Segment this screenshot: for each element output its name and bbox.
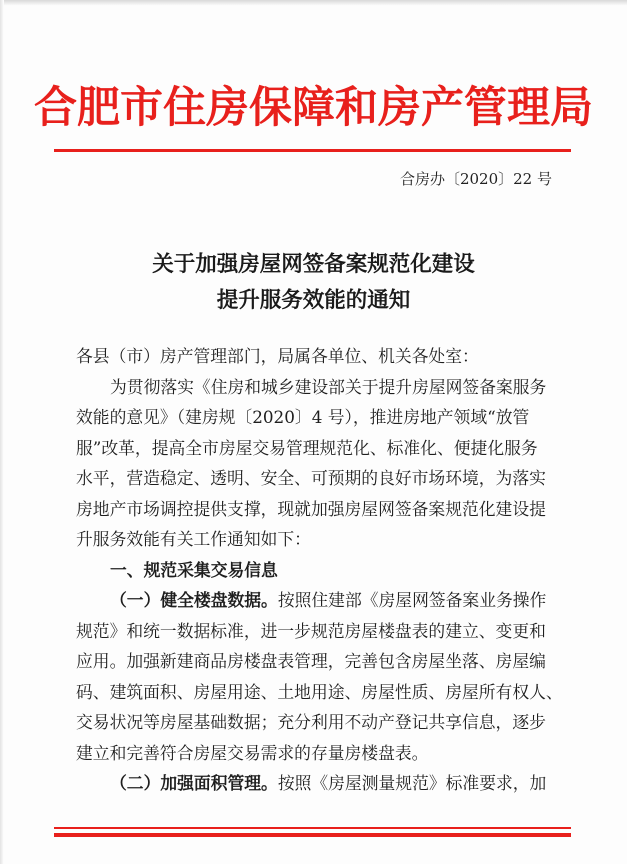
body-line: 建立和完善符合房屋交易需求的存量房楼盘表。 xyxy=(76,742,429,763)
notice-title-line-2: 提升服务效能的通知 xyxy=(216,288,411,313)
red-header-rule xyxy=(54,149,571,152)
body-line: 服”改革，提高全市房屋交易管理规范化、标准化、便捷化服务 xyxy=(76,437,538,458)
body-line: 房地产市场调控提供支撑，现就加强房屋网签备案规范化建设提 xyxy=(76,498,546,519)
org-title: 合肥市住房保障和房产管理局 xyxy=(34,83,593,133)
item-1-text: 按照住建部《房屋网签备案业务操作 xyxy=(277,590,547,610)
body-line: 交易状况等房屋基础数据；充分利用不动产登记共享信息，逐步 xyxy=(76,712,546,732)
body-line: 效能的意见》（建房规〔2020〕4 号），推进房地产领域“放管 xyxy=(76,407,530,427)
scan-edge-top xyxy=(0,0,627,6)
section-heading: 一、规范采集交易信息 xyxy=(110,559,278,580)
body-line: 应用。加强新建商品房楼盘表管理，完善包含房屋坐落、房屋编 xyxy=(76,651,546,671)
red-footer-rule-thin xyxy=(54,827,571,829)
red-footer-rule-thick xyxy=(54,833,571,837)
item-1-label: （一）健全楼盘数据。 xyxy=(110,590,278,610)
notice-title xyxy=(0,247,627,319)
item-1-first-line xyxy=(76,585,556,616)
document-number: 合房办〔2020〕22 号 xyxy=(399,170,552,188)
document-body xyxy=(76,341,563,799)
item-2-text: 按照《房屋测量规范》标准要求，加 xyxy=(277,773,547,793)
body-line: 为贯彻落实《住房和城乡建设部关于提升房屋网签备案服务 xyxy=(110,376,547,397)
body-line: 码、建筑面积、房屋用途、土地用途、房屋性质、房屋所有权人、 xyxy=(76,681,563,702)
notice-title-line-1: 关于加强房屋网签备案规范化建设 xyxy=(152,252,475,277)
salutation: 各县（市）房产管理部门，局属各单位、机关各处室： xyxy=(76,346,479,366)
item-2-label: （二）加强面积管理。 xyxy=(110,773,278,793)
body-line: 升服务效能有关工作通知如下： xyxy=(76,529,311,549)
body-line: 水平，营造稳定、透明、安全、可预期的良好市场环境，为落实 xyxy=(76,468,546,488)
body-line: 规范》和统一数据标准，进一步规范房屋楼盘表的建立、变更和 xyxy=(76,620,546,641)
item-2-first-line xyxy=(76,768,556,799)
